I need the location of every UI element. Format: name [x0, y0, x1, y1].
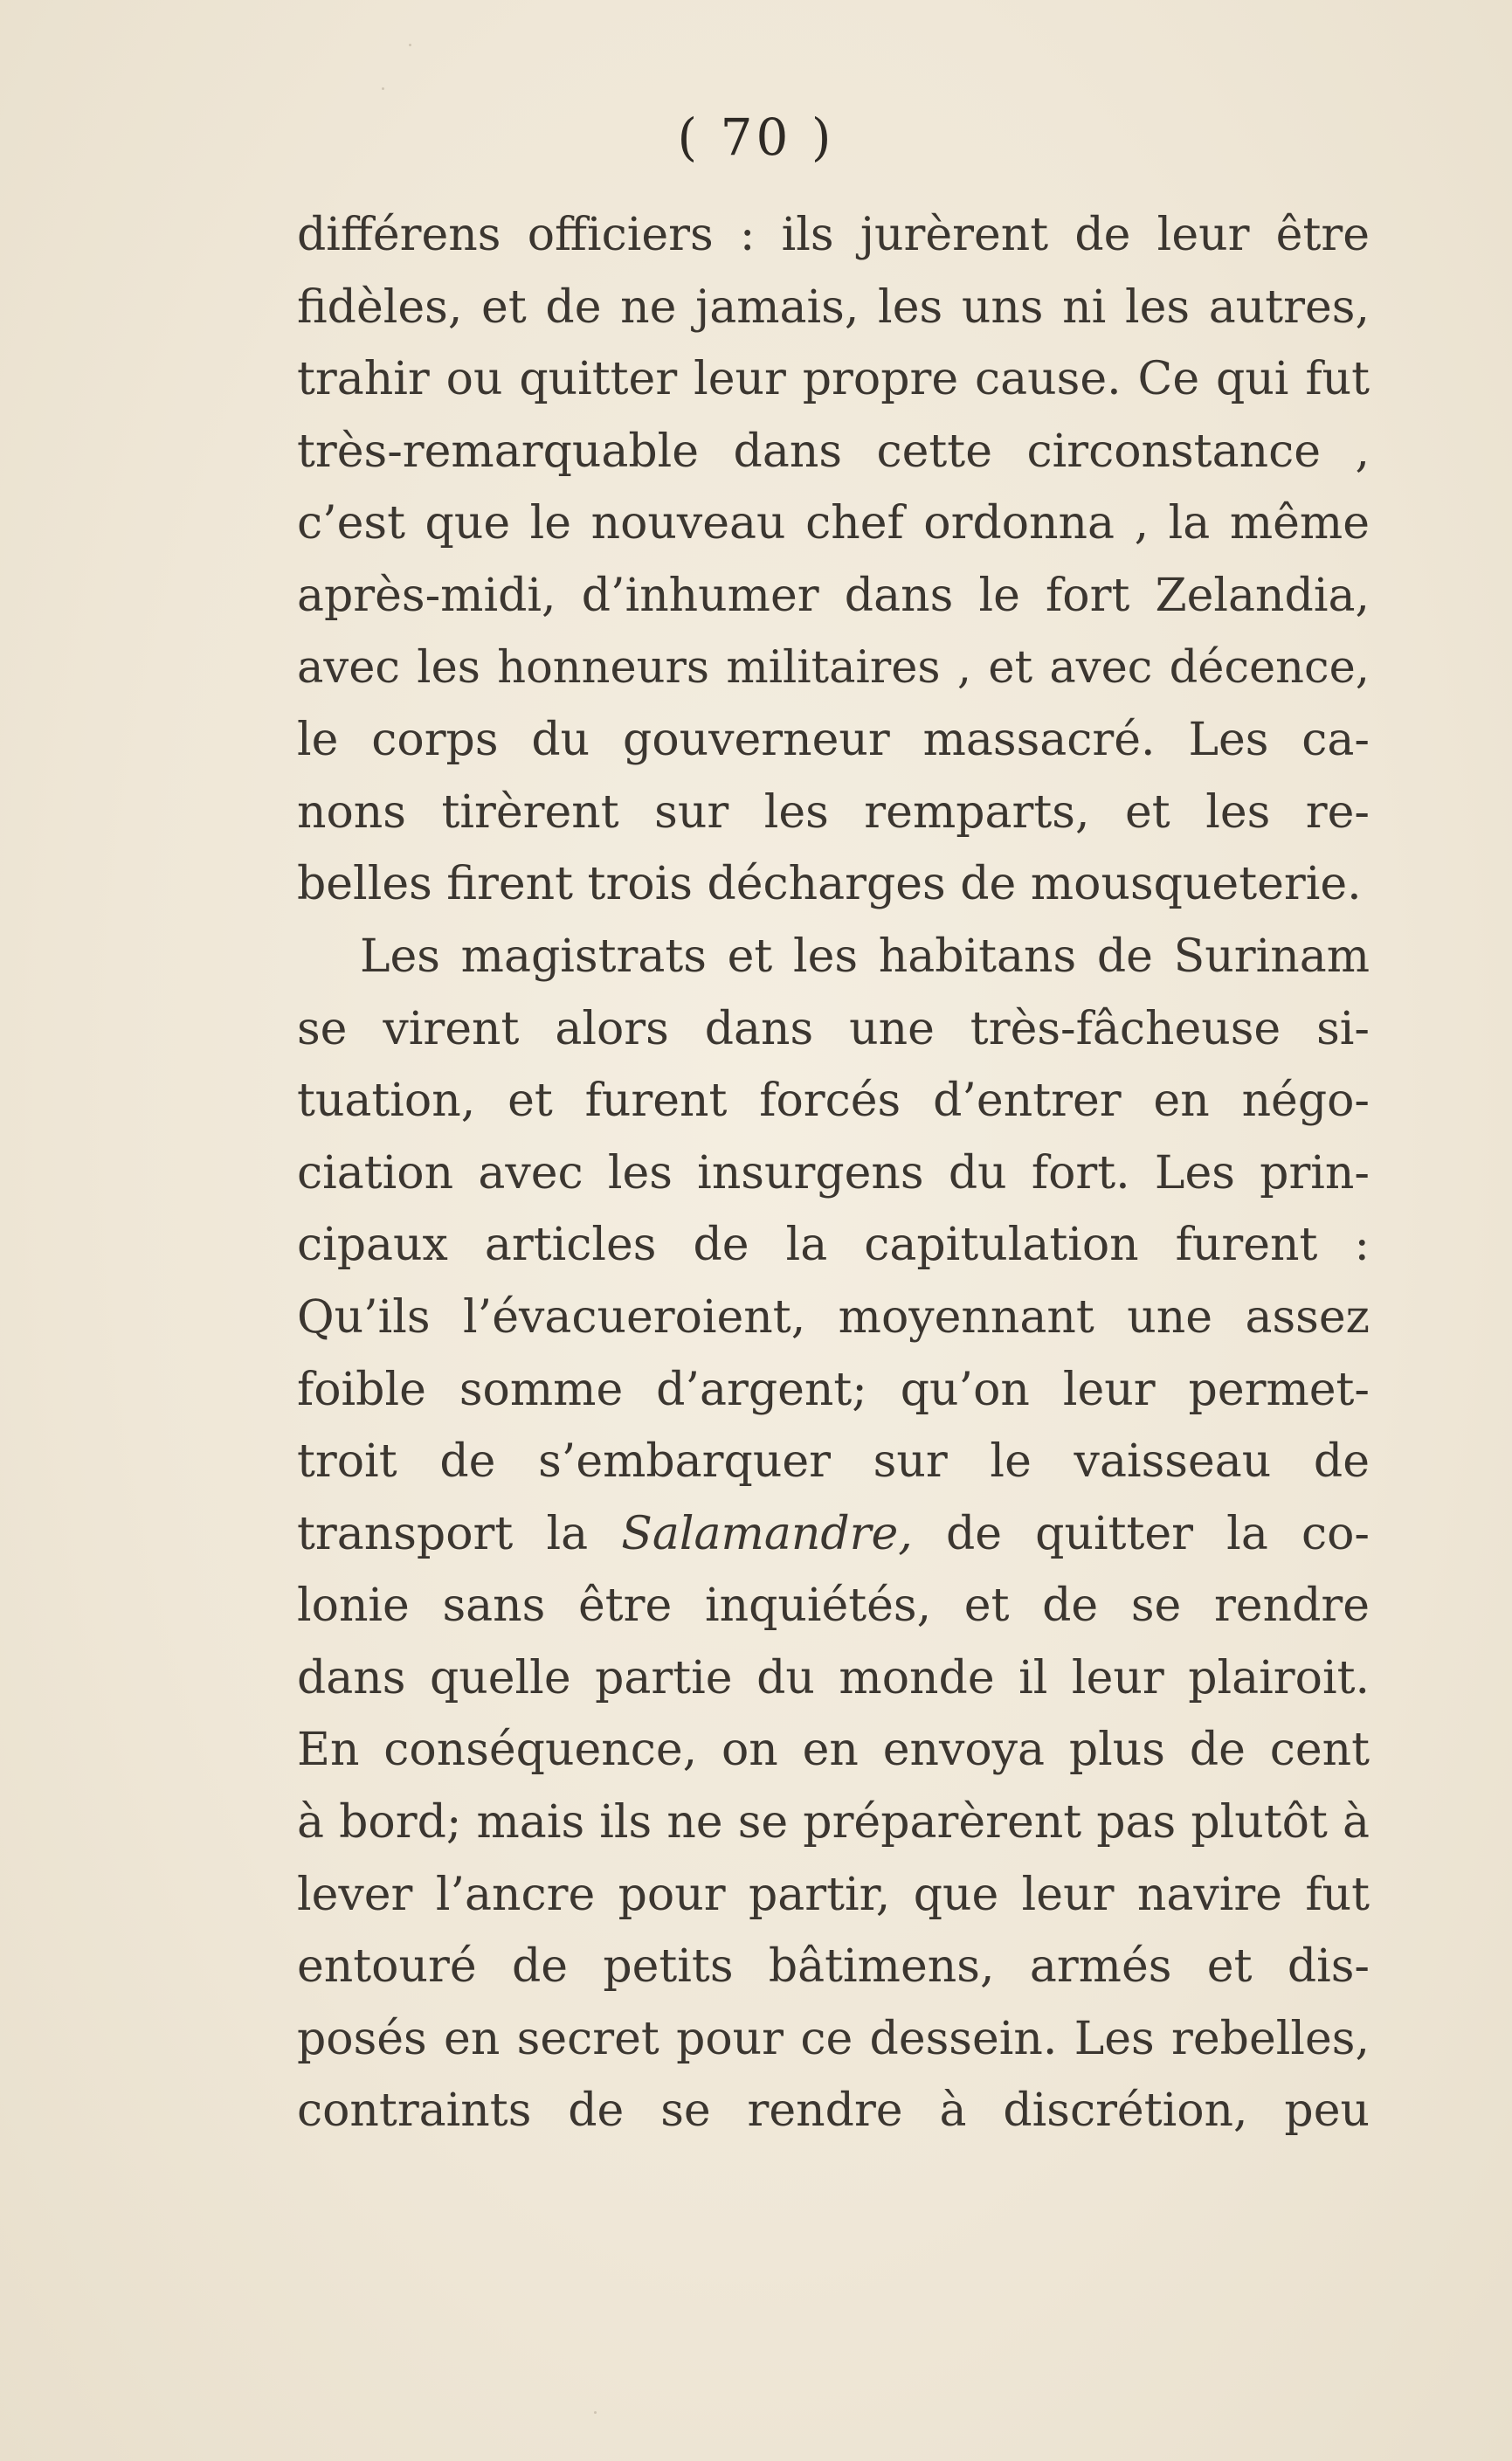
- text-line: très-remarquable dans cette circonstance ,: [297, 425, 1370, 478]
- text-fragment: transport la: [297, 1507, 622, 1560]
- text-line: fidèles, et de ne jamais, les uns ni les autres,: [297, 280, 1370, 334]
- text-line: Qu’ils l’évacueroient, moyennant une assez: [297, 1290, 1370, 1344]
- text-line: trahir ou quitter leur propre cause. Ce qui fut: [297, 353, 1370, 406]
- text-line: belles firent trois décharges de mousqueterie.: [297, 858, 1362, 911]
- text-line: différens officiers : ils jurèrent de leur être: [297, 209, 1370, 261]
- paper-speck: [594, 2411, 597, 2414]
- text-line: cipaux articles de la capitulation furent :: [297, 1219, 1370, 1272]
- paper-speck: [382, 87, 384, 90]
- text-line: entouré de petits bâtimens, armés et dis-: [297, 1940, 1370, 1994]
- ship-name: Salamandre,: [621, 1507, 913, 1560]
- text-fragment: de quitter la co-: [912, 1507, 1370, 1560]
- text-line: troit de s’embarquer sur le vaisseau de: [297, 1435, 1370, 1489]
- text-line: le corps du gouverneur massacré. Les ca-: [297, 714, 1370, 767]
- text-line: avec les honneurs militaires , et avec décence,: [297, 641, 1370, 694]
- text-line: En conséquence, on en envoya plus de cent: [297, 1724, 1370, 1777]
- text-line: à bord; mais ils ne se préparèrent pas plutôt à: [297, 1796, 1370, 1849]
- text-line: foible somme d’argent; qu’on leur permet-: [297, 1363, 1370, 1416]
- text-line: lever l’ancre pour partir, que leur navire fut: [297, 1868, 1370, 1921]
- text-line: après-midi, d’inhumer dans le fort Zelandia,: [297, 569, 1370, 622]
- page-number: ( 70 ): [677, 107, 835, 167]
- text-line: se virent alors dans une très-fâcheuse si-: [297, 1002, 1370, 1055]
- paper-speck: [409, 44, 411, 46]
- text-line: Les magistrats et les habitans de Surinam: [360, 930, 1370, 983]
- text-line: posés en secret pour ce dessein. Les rebelles,: [297, 2012, 1370, 2065]
- text-line: contraints de se rendre à discrétion, peu: [297, 2084, 1370, 2138]
- text-line: lonie sans être inquiétés, et de se rendre: [297, 1580, 1370, 1633]
- text-line: tuation, et furent forcés d’entrer en négo-: [297, 1075, 1370, 1128]
- text-line: ciation avec les insurgens du fort. Les prin-: [297, 1146, 1370, 1199]
- text-line: [297, 1498, 1370, 1571]
- text-line: dans quelle partie du monde il leur plairoit.: [297, 1651, 1370, 1704]
- text-line: nons tirèrent sur les remparts, et les re-: [297, 785, 1370, 839]
- body-text: [297, 199, 1370, 2147]
- text-line: c’est que le nouveau chef ordonna , la même: [297, 497, 1370, 550]
